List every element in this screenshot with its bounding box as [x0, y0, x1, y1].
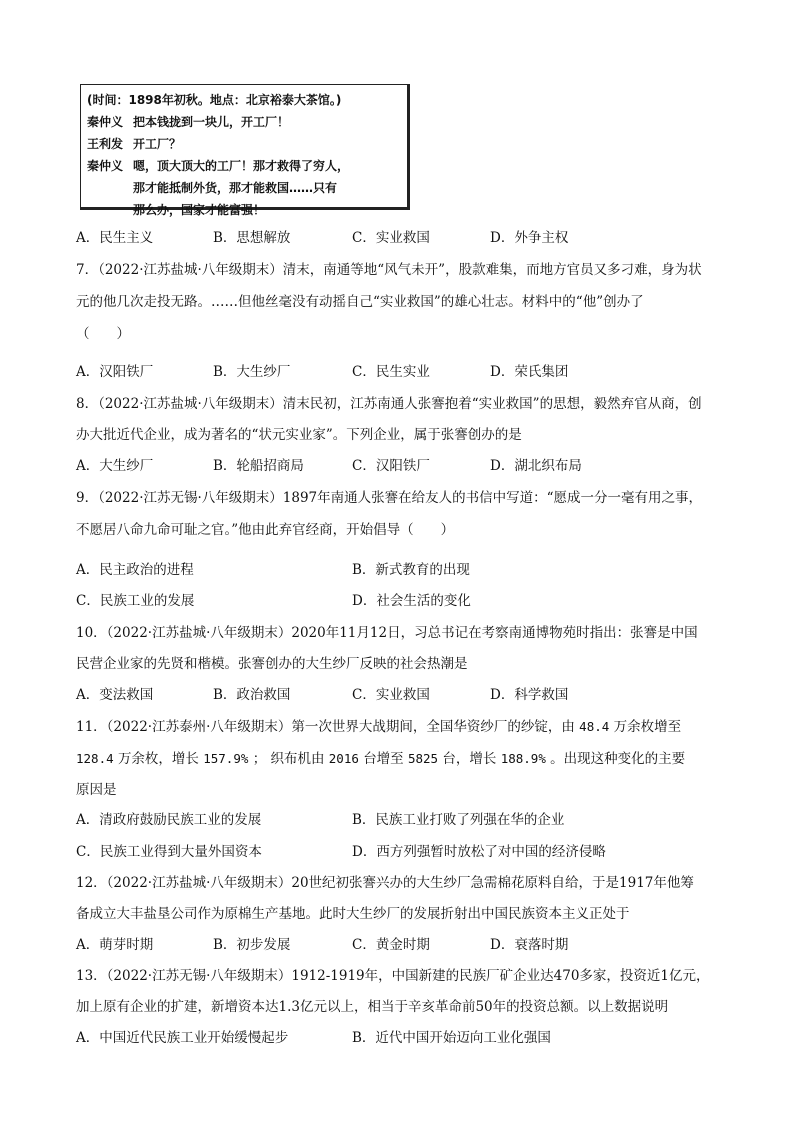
excerpt-line: [87, 155, 401, 177]
option-c[interactable]: C．汉阳铁厂: [352, 458, 430, 474]
q9-stem: 9．（2022·江苏无锡·八年级期末）1897年南通人张謇在给友人的书信中写道：“愿成一分一毫有用之事，: [76, 490, 703, 506]
q6-options: [76, 228, 736, 248]
speaker: 秦仲义: [87, 115, 124, 129]
option-d[interactable]: D．衰落时期: [490, 937, 569, 953]
excerpt-line: [87, 111, 401, 133]
speaker: 王利发: [87, 137, 124, 151]
option-a[interactable]: A．汉阳铁厂: [76, 364, 154, 380]
option-a[interactable]: A．民主政治的进程: [76, 562, 194, 578]
drama-excerpt-box: [80, 84, 410, 217]
option-c[interactable]: C．民族工业的发展: [76, 593, 195, 609]
option-b[interactable]: B．轮船招商局: [213, 458, 304, 474]
q11-number: 48.4: [579, 719, 610, 734]
option-a[interactable]: A．民生主义: [76, 230, 154, 246]
option-b[interactable]: B．政治救国: [213, 687, 291, 703]
q7-blank: （ ）: [76, 326, 130, 342]
q9-stem: 不愿居八命九命可耻之官。”他由此弃官经商，开始倡导（ ）: [76, 522, 455, 538]
option-b[interactable]: B．大生纱厂: [213, 364, 291, 380]
option-c[interactable]: C．民族工业得到大量外国资本: [76, 844, 262, 860]
q8-options: [76, 456, 736, 476]
speaker: 秦仲义: [87, 159, 124, 173]
q11-stem: [76, 717, 681, 737]
excerpt-line: [87, 133, 401, 155]
option-b[interactable]: B．近代中国开始迈向工业化强国: [352, 1030, 551, 1046]
q10-stem: 民营企业家的先贤和楷模。张謇创办的大生纱厂反映的社会热潮是: [76, 656, 468, 672]
q9-options-row2: [76, 591, 736, 611]
q12-options: [76, 935, 736, 955]
q11-number: 5825: [407, 751, 439, 766]
q11-text: 万余枚增至: [613, 719, 682, 735]
dialogue-continuation: 那么办，国家才能富强！: [133, 203, 266, 217]
option-d[interactable]: D．湖北织布局: [490, 458, 582, 474]
q11-stem: [76, 749, 685, 769]
dialogue: 嗯，顶大顶大的工厂！那才救得了穷人，: [133, 159, 350, 173]
q11-text: 。出现这种变化的主要: [550, 751, 686, 767]
excerpt-header: (时间：1898年初秋。地点：北京裕泰大茶馆。): [87, 93, 342, 107]
option-d[interactable]: D．外争主权: [490, 230, 569, 246]
q11-number: 128.4: [76, 751, 114, 766]
q13-stem: 加上原有企业的扩建，新增资本达1.3亿元以上，相当于辛亥革命前50年的投资总额。以上数据说明: [76, 999, 669, 1015]
q8-stem: 办大批近代企业，成为著名的“状元实业家”。下列企业，属于张謇创办的是: [76, 427, 522, 443]
option-b[interactable]: B．民族工业打败了列强在华的企业: [352, 812, 565, 828]
option-d[interactable]: D．西方列强暂时放松了对中国的经济侵略: [352, 844, 606, 860]
q11-text: 台，增长: [442, 751, 497, 767]
q10-options: [76, 685, 736, 705]
option-d[interactable]: D．社会生活的变化: [352, 593, 471, 609]
option-a[interactable]: A．清政府鼓励民族工业的发展: [76, 812, 262, 828]
option-c[interactable]: C．黄金时期: [352, 937, 430, 953]
option-a[interactable]: A．大生纱厂: [76, 458, 154, 474]
option-a[interactable]: A．中国近代民族工业开始缓慢起步: [76, 1030, 289, 1046]
option-d[interactable]: D．荣氏集团: [490, 364, 569, 380]
option-d[interactable]: D．科学救国: [490, 687, 569, 703]
q12-stem: 12．（2022·江苏盐城·八年级期末）20世纪初张謇兴办的大生纱厂急需棉花原料自给，于是1917年他筹: [76, 875, 694, 891]
q9-options-row1: [76, 560, 736, 580]
q11-text: 万余枚，增长: [117, 751, 199, 767]
q11-options-row1: [76, 810, 736, 830]
option-c[interactable]: C．实业救国: [352, 230, 430, 246]
option-a[interactable]: A．变法救国: [76, 687, 154, 703]
q8-stem: 8．（2022·江苏盐城·八年级期末）清末民初，江苏南通人张謇抱着“实业救国”的思想，毅然弃官从商，创: [76, 396, 702, 412]
q11-text: ； 织布机由: [252, 751, 325, 767]
q13-stem: 13．（2022·江苏无锡·八年级期末）1912-1919年，中国新建的民族厂矿企业达470多家，投资近1亿元，: [76, 968, 710, 984]
dialogue-continuation: 那才能抵制外货，那才能救国……只有: [133, 181, 338, 195]
option-b[interactable]: B．新式教育的出现: [352, 562, 470, 578]
option-c[interactable]: C．实业救国: [352, 687, 430, 703]
q11-number: 157.9%: [203, 751, 249, 766]
q11-stem: 原因是: [76, 782, 117, 798]
q13-options-row1: [76, 1028, 736, 1048]
q11-number: 188.9%: [500, 751, 546, 766]
dialogue: 把本钱拢到一块儿，开工厂！: [133, 115, 290, 129]
dialogue: 开工厂？: [133, 137, 182, 151]
option-a[interactable]: A．萌芽时期: [76, 937, 154, 953]
q11-options-row2: [76, 842, 736, 862]
option-b[interactable]: B．思想解放: [213, 230, 291, 246]
q7-stem: 元的他几次走投无路。……但他丝毫没有动摇自己“实业救国”的雄心壮志。材料中的“他”创办了: [76, 294, 644, 310]
q10-stem: 10．（2022·江苏盐城·八年级期末）2020年11月12日，习总书记在考察南通博物苑时指出：张謇是中国: [76, 625, 698, 641]
q7-options: [76, 362, 736, 382]
option-b[interactable]: B．初步发展: [213, 937, 291, 953]
q11-number: 2016: [328, 751, 359, 766]
q11-text: 11．（2022·江苏泰州·八年级期末）第一次世界大战期间，全国华资纱厂的纱锭，由: [76, 719, 575, 735]
q7-stem: 7．（2022·江苏盐城·八年级期末）清末，南通等地“风气未开”，股款难集，而地方官员又多刁难，身为状: [76, 262, 702, 278]
option-c[interactable]: C．民生实业: [352, 364, 430, 380]
q11-text: 台增至: [363, 751, 404, 767]
q12-stem: 备成立大丰盐垦公司作为原棉生产基地。此时大生纱厂的发展折射出中国民族资本主义正处于: [76, 906, 630, 922]
